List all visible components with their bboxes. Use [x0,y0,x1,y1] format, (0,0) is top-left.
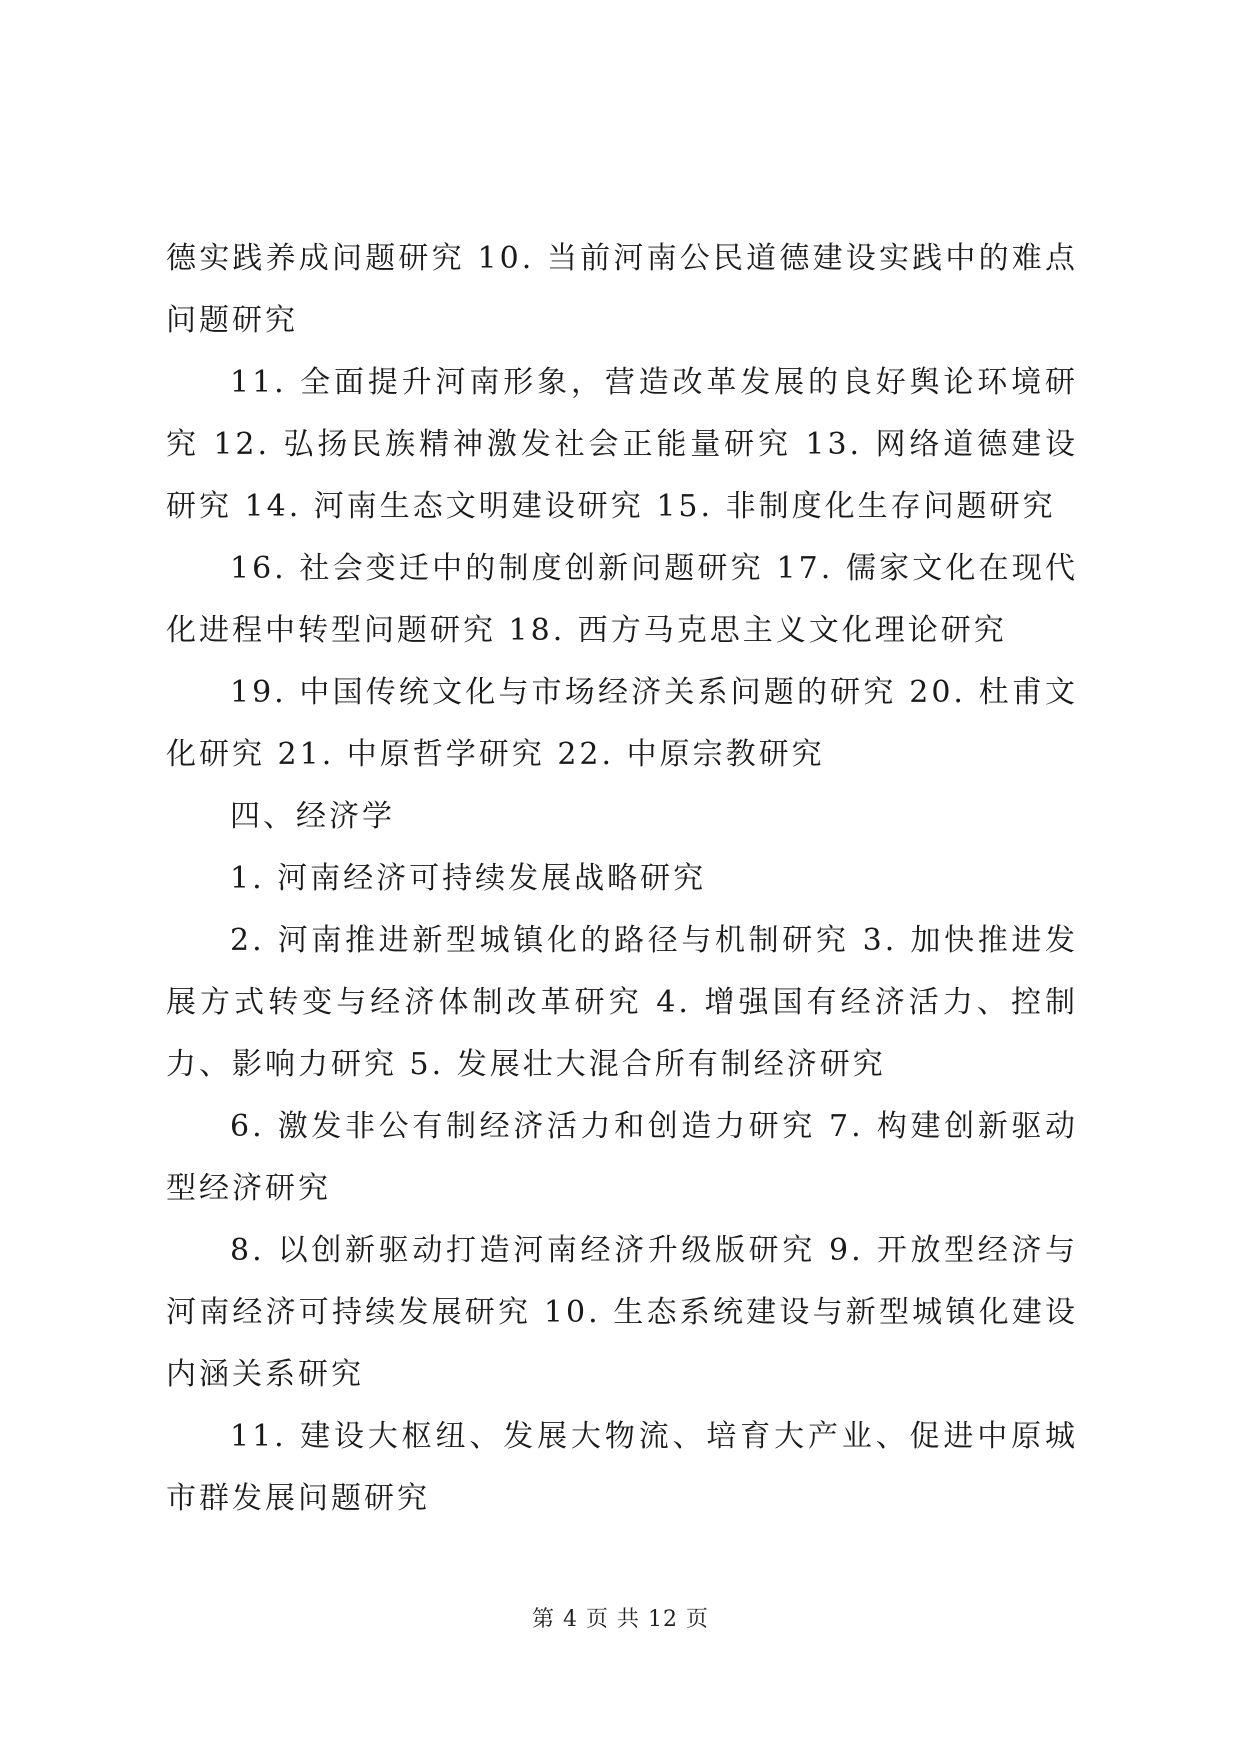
paragraph-1: 德实践养成问题研究 10. 当前河南公民道德建设实践中的难点问题研究 [166,241,1078,338]
paragraph-2: 11. 全面提升河南形象，营造改革发展的良好舆论环境研究 12. 弘扬民族精神激发社会正能量研究 13. 网络道德建设研究 14. 河南生态文明建设研究 15. 非制度化生存问题研究 [166,365,1078,524]
paragraph-3: 16. 社会变迁中的制度创新问题研究 17. 儒家文化在现代化进程中转型问题研究 18. 西方马克思主义文化理论研究 [166,551,1078,648]
document-body [166,228,1078,1530]
section-heading-economics: 四、经济学 [230,799,395,834]
paragraph-6: 1. 河南经济可持续发展战略研究 [230,861,707,896]
paragraph-10: 11. 建设大枢纽、发展大物流、培育大产业、促进中原城市群发展问题研究 [166,1419,1078,1516]
page-footer [0,1602,1241,1633]
paragraph-9: 8. 以创新驱动打造河南经济升级版研究 9. 开放型经济与河南经济可持续发展研究 10. 生态系统建设与新型城镇化建设内涵关系研究 [166,1233,1078,1392]
page-number-label: 第 4 页 共 12 页 [532,1607,709,1632]
paragraph-4: 19. 中国传统文化与市场经济关系问题的研究 20. 杜甫文化研究 21. 中原哲学研究 22. 中原宗教研究 [166,675,1078,772]
paragraph-7: 2. 河南推进新型城镇化的路径与机制研究 3. 加快推进发展方式转变与经济体制改革研究 4. 增强国有经济活力、控制力、影响力研究 5. 发展壮大混合所有制经济研究 [166,923,1078,1082]
paragraph-8: 6. 激发非公有制经济活力和创造力研究 7. 构建创新驱动型经济研究 [166,1109,1078,1206]
